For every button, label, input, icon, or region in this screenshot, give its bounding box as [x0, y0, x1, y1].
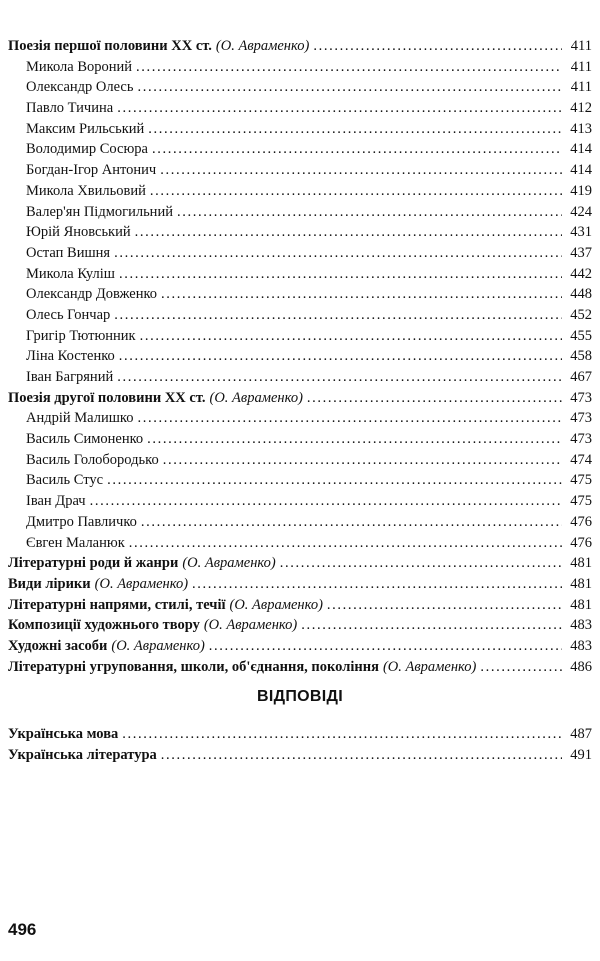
- toc-entry-title: Українська мова: [8, 726, 119, 742]
- toc-entry: [8, 346, 592, 367]
- dot-leader: [327, 595, 562, 616]
- toc-entry-page: 481: [570, 575, 592, 592]
- toc-entry-page: 411: [570, 79, 592, 96]
- toc-entry-page: 467: [570, 369, 592, 385]
- dot-leader: [137, 77, 562, 98]
- toc-entry-main: [26, 408, 133, 429]
- toc-entry-page: 455: [570, 327, 592, 344]
- toc-entry: [8, 450, 592, 471]
- toc-entry-title: Українська література: [8, 746, 157, 763]
- toc-entry-title: Літературні угруповання, школи, об'єднання, покоління: [8, 658, 379, 675]
- dot-leader: [135, 222, 562, 243]
- toc-entry-page: 483: [570, 617, 592, 634]
- dot-leader: [117, 98, 562, 119]
- toc-entry-main: [8, 553, 276, 574]
- toc-entry-page: 424: [570, 203, 592, 220]
- toc-entry-title: Богдан-Ігор Антонич: [26, 162, 157, 179]
- toc-entry: [8, 595, 592, 616]
- toc-entry-author: (О. Авраменко): [203, 617, 298, 634]
- toc-entry-main: [26, 139, 148, 160]
- toc-entry: [8, 139, 592, 160]
- toc-entry-main: [26, 470, 103, 491]
- toc-entry-main: [26, 533, 125, 554]
- toc-entry-main: [26, 202, 173, 223]
- toc-entry-main: [8, 595, 323, 616]
- toc-entry-page: 475: [570, 472, 592, 489]
- toc-entry-page: 442: [570, 265, 592, 282]
- toc-entry: [8, 326, 592, 347]
- toc-entry-title: Літературні роди й жанри: [8, 555, 179, 572]
- toc-entry: [8, 367, 592, 388]
- toc-entry-title: Художні засоби: [8, 637, 108, 654]
- toc-entry: [8, 119, 592, 140]
- toc-entry-main: [26, 243, 110, 264]
- toc-entry-title: Дмитро Павличко: [26, 513, 137, 530]
- toc-entry-title: Максим Рильський: [26, 120, 145, 137]
- toc-entry-main: [26, 57, 132, 78]
- dot-leader: [160, 160, 562, 181]
- toc-entry-title: Євген Маланюк: [26, 534, 125, 551]
- toc-entry: [8, 553, 592, 574]
- toc-entry-page: 411: [570, 38, 592, 54]
- dot-leader: [313, 36, 562, 57]
- toc-entry-main: [26, 305, 110, 326]
- dot-leader: [114, 243, 562, 264]
- dot-leader: [136, 57, 562, 78]
- toc-entry-title: Остап Вишня: [26, 244, 111, 261]
- toc-entry-page: 412: [570, 100, 592, 117]
- toc-entry: [8, 264, 592, 285]
- toc-entry-author: (О. Авраменко): [382, 658, 477, 675]
- toc-entry-title: Юрій Яновський: [26, 224, 131, 241]
- toc-entry-page: 481: [570, 555, 592, 572]
- toc-entry-main: [26, 222, 131, 243]
- toc-entry-title: Види лірики: [8, 575, 91, 592]
- toc-entry: [8, 160, 592, 181]
- page-number: 496: [8, 920, 37, 939]
- toc-entry-title: Григір Тютюнник: [26, 327, 136, 344]
- toc-entry-title: Іван Багряний: [26, 369, 114, 385]
- toc-entry-author: (О. Авраменко): [209, 389, 303, 406]
- toc-entry: [8, 408, 592, 429]
- toc-entry-main: [8, 615, 297, 636]
- dot-leader: [141, 512, 562, 533]
- toc-entry-page: 414: [570, 162, 592, 179]
- toc-entry: [8, 657, 592, 678]
- toc-entry-page: 473: [570, 389, 592, 406]
- toc-entry-page: 419: [570, 182, 592, 199]
- toc-entry-title: Андрій Малишко: [26, 410, 134, 427]
- dot-leader: [301, 615, 562, 636]
- toc-entry-page: 475: [570, 493, 592, 510]
- dot-leader: [192, 574, 562, 595]
- toc-entry-main: [26, 98, 113, 119]
- toc-entry-title: Поезія першої половини XX ст.: [8, 38, 212, 54]
- toc-entry-main: [26, 264, 115, 285]
- toc-entry-author: (О. Авраменко): [229, 596, 323, 613]
- toc-entry-title: Василь Симоненко: [26, 431, 144, 448]
- dot-leader: [152, 139, 562, 160]
- dot-leader: [307, 388, 562, 409]
- toc-entry: [8, 470, 592, 491]
- toc-entry: [8, 574, 592, 595]
- toc-entry-title: Валер'ян Підмогильний: [26, 203, 173, 220]
- toc-entry-title: Микола Куліш: [26, 265, 115, 282]
- toc-entry-author: (О. Авраменко): [94, 575, 189, 592]
- dot-leader: [117, 367, 562, 388]
- dot-leader: [280, 553, 562, 574]
- toc-entry-page: 476: [570, 513, 592, 530]
- toc-entry: [8, 305, 592, 326]
- toc-entry-page: 486: [570, 658, 592, 675]
- toc-entry-title: Володимир Сосюра: [26, 141, 148, 158]
- toc-entry: [8, 388, 592, 409]
- toc-entry: [8, 615, 592, 636]
- dot-leader: [177, 202, 562, 223]
- toc-entry-main: [26, 491, 86, 512]
- toc-entry-author: (О. Авраменко): [182, 555, 276, 572]
- toc-entry-main: [26, 284, 157, 305]
- toc-entry-main: [26, 450, 159, 471]
- toc-entry: [8, 36, 592, 57]
- toc-entry-main: [26, 160, 156, 181]
- toc-entry: [8, 222, 592, 243]
- toc-entry-main: [26, 181, 146, 202]
- toc-entry-title: Олександр Олесь: [26, 79, 134, 96]
- dot-leader: [137, 408, 562, 429]
- toc-entry: [8, 491, 592, 512]
- dot-leader: [163, 450, 562, 471]
- toc-entry-title: Микола Хвильовий: [26, 182, 146, 199]
- dot-leader: [119, 346, 562, 367]
- answers-contents: [8, 724, 592, 765]
- toc-entry-page: 476: [570, 534, 592, 551]
- toc-entry-page: 481: [570, 596, 592, 613]
- toc-entry-title: Микола Вороний: [26, 58, 133, 75]
- toc-entry-title: Павло Тичина: [26, 100, 114, 117]
- toc-entry-main: [8, 574, 188, 595]
- toc-entry-page: 483: [570, 637, 592, 654]
- dot-leader: [119, 264, 562, 285]
- toc-entry-page: 452: [570, 306, 592, 323]
- toc-entry-page: 473: [570, 431, 592, 448]
- toc-entry-title: Літературні напрями, стилі, течії: [8, 596, 226, 613]
- toc-entry-main: [8, 745, 157, 766]
- dot-leader: [122, 724, 562, 745]
- toc-entry-title: Композиції художнього твору: [8, 617, 200, 634]
- answers-heading: ВІДПОВІДІ: [257, 688, 343, 705]
- toc-entry-main: [26, 119, 144, 140]
- toc-entry-title: Поезія другої половини XX ст.: [8, 389, 206, 406]
- table-of-contents: [8, 36, 592, 677]
- dot-leader: [140, 326, 562, 347]
- toc-entry-page: 487: [570, 726, 592, 742]
- toc-entry-main: [26, 77, 133, 98]
- toc-entry-main: [8, 636, 205, 657]
- toc-entry-page: 413: [570, 120, 592, 137]
- toc-entry-title: Василь Стус: [26, 472, 104, 489]
- toc-entry: [8, 98, 592, 119]
- toc-entry-page: 437: [570, 244, 592, 261]
- toc-entry-main: [26, 429, 143, 450]
- dot-leader: [147, 429, 562, 450]
- dot-leader: [107, 470, 562, 491]
- toc-entry: [8, 243, 592, 264]
- toc-entry: [8, 745, 592, 766]
- toc-entry-page: 458: [570, 348, 592, 365]
- toc-entry-author: (О. Авраменко): [215, 38, 310, 54]
- toc-entry-main: [8, 388, 303, 409]
- toc-entry-page: 473: [570, 410, 592, 427]
- toc-entry-page: 491: [570, 746, 592, 763]
- dot-leader: [209, 636, 562, 657]
- toc-entry: [8, 533, 592, 554]
- toc-entry: [8, 181, 592, 202]
- dot-leader: [129, 533, 562, 554]
- toc-entry: [8, 202, 592, 223]
- toc-entry-title: Василь Голобородько: [26, 451, 159, 468]
- dot-leader: [148, 119, 562, 140]
- toc-entry: [8, 429, 592, 450]
- toc-entry-main: [8, 36, 309, 57]
- toc-entry-page: 411: [570, 58, 592, 75]
- dot-leader: [150, 181, 562, 202]
- toc-entry: [8, 724, 592, 745]
- toc-entry-title: Іван Драч: [26, 493, 86, 510]
- toc-entry-title: Ліна Костенко: [26, 348, 115, 365]
- toc-entry-title: Олександр Довженко: [26, 286, 158, 303]
- toc-entry-page: 448: [570, 286, 592, 303]
- toc-entry: [8, 636, 592, 657]
- toc-entry-title: Олесь Гончар: [26, 306, 111, 323]
- toc-entry-main: [26, 512, 137, 533]
- dot-leader: [114, 305, 562, 326]
- toc-entry-main: [26, 367, 113, 388]
- toc-entry-page: 414: [570, 141, 592, 158]
- toc-entry: [8, 512, 592, 533]
- toc-entry-page: 474: [570, 451, 592, 468]
- dot-leader: [161, 745, 562, 766]
- dot-leader: [90, 491, 562, 512]
- toc-entry: [8, 57, 592, 78]
- dot-leader: [161, 284, 562, 305]
- toc-entry-main: [8, 657, 476, 678]
- toc-entry-author: (О. Авраменко): [111, 637, 205, 654]
- toc-entry-page: 431: [570, 224, 592, 241]
- toc-entry-main: [8, 724, 118, 745]
- toc-entry-main: [26, 326, 136, 347]
- toc-entry-main: [26, 346, 115, 367]
- toc-entry: [8, 77, 592, 98]
- toc-entry: [8, 284, 592, 305]
- dot-leader: [480, 657, 562, 678]
